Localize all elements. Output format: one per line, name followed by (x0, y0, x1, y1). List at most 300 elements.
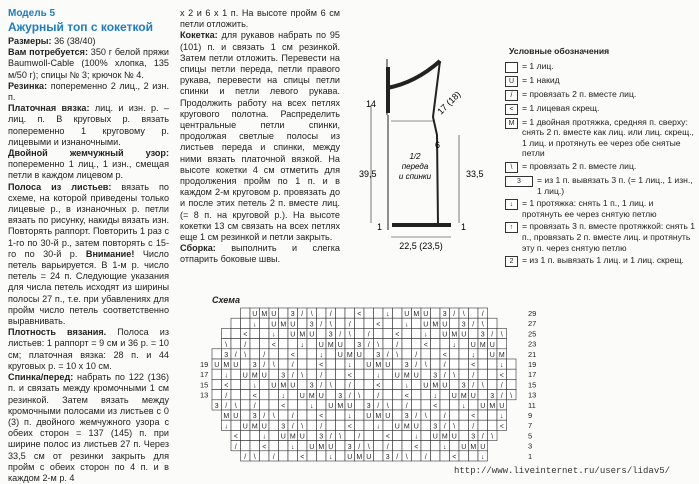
chart-cell (326, 369, 336, 379)
chart-cell (326, 420, 336, 430)
chart-cell (364, 430, 374, 440)
chart-cell (459, 339, 469, 349)
chart-symbol: U (394, 372, 400, 380)
chart-symbol: / (481, 433, 484, 441)
chart-cell (260, 339, 270, 349)
chart-symbol: \ (500, 331, 503, 339)
chart-cell (250, 328, 260, 338)
chart-cell (298, 400, 308, 410)
legend-text: = провязать 2 п. вместе лиц. (522, 88, 637, 99)
chart-cell (241, 359, 251, 369)
chart-symbol: / (263, 352, 266, 359)
chart-symbol: < (442, 352, 447, 359)
chart-cell (383, 379, 393, 389)
chart-symbol: U (423, 311, 429, 319)
chart-cell (260, 400, 270, 410)
chart-symbol: 3 (281, 423, 286, 431)
chart-cell (336, 369, 346, 379)
chart-symbol: ↓ (291, 443, 295, 451)
chart-cell (250, 441, 260, 451)
chart-cell (279, 349, 289, 359)
chart-symbol: U (271, 311, 277, 319)
chart-symbol: 3 (357, 341, 362, 349)
dim-14: 14 (366, 99, 377, 109)
chart-cell (250, 430, 260, 440)
chart-cell (383, 318, 393, 328)
chart-cell (336, 441, 346, 451)
left-row-label: 17 (200, 370, 209, 380)
chart-cell (431, 328, 441, 338)
chart-symbol: U (318, 392, 324, 400)
chart-symbol: M (451, 331, 458, 339)
chart-symbol: U (366, 454, 372, 461)
chart-symbol: U (442, 382, 448, 390)
chart-symbol: M (432, 382, 439, 390)
chart-symbol: < (471, 413, 476, 421)
chart-symbol: M (489, 403, 496, 410)
chart-cell (345, 339, 355, 349)
chart-symbol: U (432, 433, 438, 441)
chart-cell (345, 430, 355, 440)
chart-symbol: ↓ (452, 341, 456, 349)
chart-symbol: M (261, 311, 268, 319)
chart-cell (450, 349, 460, 359)
yoke-paragraph: Кокетка: для рукавов набрать по 95 (101) п. и связать 1 см резинкой. Затем петли отложить. Перевести на спицы петли переда, петли правого рукава, перевести на спицы петли спинки и петли левого рукава. Продолжить работу на всех петлях кругового полотна. Распределить центральные петли спинки, продолжая светлые полосы из листьев переда и спинки, между ними вязать платочной вязкой. На высоте кокетки 4 см отметить для продолжения пройм по 1 п. и в каждом 2-м круговом р. провязать до и после этих петель 2 п. вместе лиц. (= 8 п. на круговой р.). На высоте кокетки 13 см связать на всех петлях еще 1 см резинкой и петли закрыть. (180, 30, 340, 243)
chart-symbol: U (337, 352, 343, 359)
chart-symbol: / (396, 454, 399, 461)
chart-cell (412, 318, 422, 328)
garter-paragraph: Платочная вязка: лиц. и изн. р. – лиц. п. В круговых р. вязать попеременно 1 круговому р. лицевыми и изнаночными. (8, 103, 169, 147)
chart-symbol: / (443, 362, 446, 370)
chart-symbol: < (385, 433, 390, 441)
chart-symbol: M (403, 372, 410, 380)
chart-cell (269, 420, 279, 430)
chart-cell (459, 430, 469, 440)
chart-symbol: / (472, 382, 475, 390)
chart-cell (307, 410, 317, 420)
chart-symbol: ↓ (414, 433, 418, 441)
chart-cell (317, 308, 327, 318)
chart-symbol: U (328, 403, 334, 410)
chart-symbol: 3 (461, 382, 466, 390)
chart-cell (421, 400, 431, 410)
chart-cell (478, 390, 488, 400)
chart-symbol: M (251, 372, 258, 380)
chart-symbol: ↓ (376, 372, 380, 380)
chart-symbol: 3 (376, 352, 381, 359)
chart-symbol: M (327, 341, 334, 349)
chart-symbol: < (414, 443, 419, 451)
chart-symbol: < (347, 372, 352, 380)
chart-symbol: U (413, 372, 419, 380)
chart-symbol: / (348, 392, 351, 400)
chart-symbol: / (291, 413, 294, 421)
chart-cell (298, 441, 308, 451)
chart-symbol: U (337, 341, 343, 349)
chart-symbol: U (309, 443, 315, 451)
chart-cell (326, 359, 336, 369)
chart-symbol: \ (367, 443, 370, 451)
chart-symbol: M (403, 423, 410, 431)
chart-symbol: ↓ (443, 443, 447, 451)
chart-symbol: < (357, 311, 362, 319)
chart-cell (393, 430, 403, 440)
chart-symbol: \ (453, 372, 456, 380)
chart-symbol: 3 (480, 331, 485, 339)
chart-cell (250, 339, 260, 349)
chart-symbol: / (291, 423, 294, 431)
chart-symbol: \ (301, 372, 304, 380)
chart-symbol: \ (225, 341, 228, 349)
chart-cell (459, 451, 469, 461)
chart-cell (478, 410, 488, 420)
legend-title: Условные обозначения (509, 46, 610, 56)
chart-cell (393, 400, 403, 410)
chart-cell (459, 420, 469, 430)
chart-symbol: ↓ (300, 341, 304, 349)
chart-cell (412, 328, 422, 338)
row-number-label: 23 (528, 339, 537, 349)
chart-symbol: U (423, 382, 429, 390)
dim-6: 6 (435, 140, 441, 150)
chart-cell (355, 410, 365, 420)
chart-symbol: U (309, 331, 315, 339)
chart-symbol: ↓ (348, 413, 352, 421)
chart-symbol: ↓ (500, 362, 504, 370)
chart-symbol: ↓ (405, 382, 409, 390)
chart-symbol: / (234, 352, 237, 359)
chart-symbol: U (394, 423, 400, 431)
chart-cell (412, 339, 422, 349)
chart-symbol: / (339, 331, 342, 339)
legend-symbol-icon: ↑ (505, 222, 518, 233)
legend-text: = 1 накид (522, 74, 560, 85)
chart-symbol: 3 (309, 321, 314, 329)
chart-symbol: U (442, 331, 448, 339)
chart-symbol: < (271, 341, 276, 349)
chart-symbol: 3 (490, 392, 495, 400)
chart-cell (421, 420, 431, 430)
chart-cell (374, 430, 384, 440)
chart-symbol: M (470, 443, 477, 451)
chart-cell (298, 379, 308, 389)
chart-cell (355, 359, 365, 369)
chart-symbol: / (348, 382, 351, 390)
chart-symbol: / (329, 433, 332, 441)
chart-cell (231, 379, 241, 389)
chart-symbol: U (214, 362, 220, 370)
legend-text: = 1 двойная протяжка, средняя п. сверху: снять 2 п. вместе как лиц. или лиц. скрещ., 1 лиц. и протянуть ее через обе снятые петли (522, 116, 694, 159)
chart-symbol: 3 (385, 454, 390, 461)
chart-cell (231, 369, 241, 379)
chart-cell (336, 318, 346, 328)
chart-symbol: ↓ (471, 352, 475, 359)
chart-symbol: / (320, 382, 323, 390)
chart-symbol: < (471, 362, 476, 370)
chart-symbol: 3 (338, 392, 343, 400)
chart-cell (440, 451, 450, 461)
chart-symbol: M (223, 413, 230, 421)
chart-symbol: U (347, 454, 353, 461)
chart-symbol: U (233, 362, 239, 370)
chart-symbol: / (263, 362, 266, 370)
chart-symbol: < (290, 352, 295, 359)
chart-cell (355, 400, 365, 410)
chart-symbol: M (223, 362, 230, 370)
chart-cell (355, 379, 365, 389)
dim-1-right: 1 (461, 222, 467, 232)
chart-symbol: 3 (366, 403, 371, 410)
chart-symbol: \ (481, 382, 484, 390)
chart-cell (279, 410, 289, 420)
chart-cell (507, 379, 517, 389)
chart-symbol: ↓ (281, 392, 285, 400)
chart-cell (260, 328, 270, 338)
chart-symbol: / (405, 403, 408, 410)
chart-cell (364, 349, 374, 359)
chart-symbol: U (480, 403, 486, 410)
chart-cell (393, 410, 403, 420)
watermark-url: http://www.liveinternet.ru/users/lidav5/ (454, 466, 671, 476)
chart-cell (307, 349, 317, 359)
chart-symbol: / (500, 382, 503, 390)
row-number-label: 3 (528, 441, 533, 451)
chart-symbol: U (271, 321, 277, 329)
chart-cell (459, 369, 469, 379)
chart-symbol: / (320, 372, 323, 380)
chart-symbol: < (347, 423, 352, 431)
chart-cell (374, 328, 384, 338)
chart-cell (374, 441, 384, 451)
chart-symbol: ↓ (462, 403, 466, 410)
chart-cell (298, 410, 308, 420)
legend-text: = из 1 п. вывязать 1 лиц. и 1 лиц. скрещ. (522, 255, 684, 266)
chart-cell (231, 390, 241, 400)
chart-cell (497, 339, 507, 349)
chart-cell (440, 400, 450, 410)
chart-symbol: / (253, 403, 256, 410)
chart-cell (336, 308, 346, 318)
chart-cell (345, 308, 355, 318)
row-number-label: 1 (528, 451, 533, 461)
chart-cell (469, 328, 479, 338)
back-front-paragraph: Спинка/перед: набрать по 122 (136) п. и связать между кромочными 1 см резинкой. Затем вязать между кромочными полосами из листьев с 0 (3) п. двойного жемчужного узора с обеих сторон = 137 (145) п. при ширине полос из листьев 27 п. Через 33,5 см от резинки закрыть для пройм с обеих сторон по 4 п. и в каждом 2-м р. 4 (8, 372, 169, 483)
chart-cell (469, 451, 479, 461)
chart-cell (488, 318, 498, 328)
chart-symbol: M (280, 321, 287, 329)
chart-cell (383, 328, 393, 338)
chart-symbol: / (500, 392, 503, 400)
chart-cell (307, 359, 317, 369)
chart-symbol: M (289, 433, 296, 441)
chart-symbol: U (385, 362, 391, 370)
chart-symbol: U (261, 372, 267, 380)
chart-cell (269, 349, 279, 359)
row-number-label: 9 (528, 411, 533, 420)
chart-symbol: / (320, 321, 323, 329)
materials-paragraph: Вам потребуется: 350 г белой пряжи Baumwoll-Cable (100% хлопка, 135 м/50 г); спицы № 3; крючок № 4. (8, 47, 169, 80)
dim-1-left: 1 (377, 222, 383, 232)
chart-symbol: / (377, 403, 380, 410)
chart-symbol: / (329, 311, 332, 319)
row-number-label: 25 (528, 329, 537, 339)
chart-symbol: M (251, 423, 258, 431)
dim-22-5: 22,5 (23,5) (399, 241, 443, 251)
chart-cell (212, 349, 222, 359)
chart-symbol: < (499, 372, 504, 380)
chart-cell (307, 451, 317, 461)
label-back: и спинки (398, 172, 432, 181)
rib-paragraph: Резинка: попеременно 2 лиц., 2 изн. п. (8, 80, 169, 103)
chart-cell (326, 410, 336, 420)
chart-symbol: ↓ (329, 454, 333, 461)
chart-cell (336, 379, 346, 389)
chart-cell (317, 328, 327, 338)
chart-cell (421, 390, 431, 400)
chart-symbol: \ (234, 403, 237, 410)
chart-symbol: < (404, 392, 409, 400)
chart-symbol: \ (377, 341, 380, 349)
chart-symbol: ↓ (224, 423, 228, 431)
chart-cell (355, 328, 365, 338)
chart-symbol: U (413, 423, 419, 431)
legend-symbol-icon: ↓ (505, 199, 518, 210)
chart-symbol: ↓ (262, 433, 266, 441)
chart-symbol: U (242, 372, 248, 380)
chart-symbol: / (367, 341, 370, 349)
chart-symbol: / (443, 372, 446, 380)
chart-symbol: ↓ (405, 321, 409, 329)
chart-symbol: M (299, 331, 306, 339)
chart-cell (231, 328, 241, 338)
chart-symbol: M (356, 454, 363, 461)
chart-symbol: < (300, 454, 305, 461)
legend-text: = 1 протяжка: снять 1 п., 1 лиц. и протянуть ее через снятую петлю (522, 198, 657, 219)
sizes-paragraph: Размеры: 36 (38/40) (8, 36, 96, 46)
legend-text: = провязать 2 п. вместе лиц. (522, 160, 637, 171)
chart-symbol: / (472, 423, 475, 431)
chart-symbol: / (481, 311, 484, 319)
row-number-label: 5 (528, 431, 533, 441)
chart-cell (288, 339, 298, 349)
chart-symbol: 3 (252, 413, 257, 421)
chart-symbol: < (376, 382, 381, 390)
chart-cell (307, 339, 317, 349)
chart-symbol: / (415, 413, 418, 421)
chart-symbol: < (281, 403, 286, 410)
chart-symbol: ↓ (253, 321, 257, 329)
chart-cell (250, 349, 260, 359)
chart-symbol: / (443, 413, 446, 421)
chart-symbol: U (318, 341, 324, 349)
model-number: Модель 5 (8, 8, 56, 19)
chart-cell (440, 339, 450, 349)
chart-symbol: ↓ (253, 382, 257, 390)
chart-symbol: 3 (309, 382, 314, 390)
assembly-paragraph: Сборка: выполнить и слегка отпарить боковые швы. (180, 243, 340, 265)
chart-symbol: / (472, 321, 475, 329)
chart-symbol: / (225, 403, 228, 410)
chart-cell (488, 369, 498, 379)
chart-cell (364, 390, 374, 400)
chart-cell (336, 420, 346, 430)
chart-symbol: \ (339, 433, 342, 441)
chart-symbol: U (480, 443, 486, 451)
dim-17: 17 (18) (435, 89, 463, 117)
chart-symbol: U (404, 311, 410, 319)
chart-cell (374, 308, 384, 318)
chart-cell (478, 420, 488, 430)
chart-cell (450, 318, 460, 328)
chart-symbol: U (499, 403, 505, 410)
chart-cell (431, 349, 441, 359)
legend-symbol-icon: \ (505, 162, 518, 173)
chart-symbol: U (233, 413, 239, 421)
label-front: переда (401, 162, 429, 171)
chart-cell (412, 379, 422, 389)
chart-symbol: / (348, 321, 351, 329)
chart-symbol: \ (329, 321, 332, 329)
chart-symbol: / (291, 372, 294, 380)
chart-symbol: / (358, 443, 361, 451)
chart-symbol: \ (244, 352, 247, 359)
chart-symbol: U (356, 352, 362, 359)
chart-cell (298, 349, 308, 359)
chart-symbol: < (499, 423, 504, 431)
chart-symbol: 3 (319, 433, 324, 441)
chart-symbol: / (367, 331, 370, 339)
chart-symbol: 3 (471, 433, 476, 441)
chart-title: Схема (212, 295, 240, 305)
chart-cell (488, 420, 498, 430)
chart-cell (298, 359, 308, 369)
chart-symbol: / (358, 433, 361, 441)
chart-cell (364, 318, 374, 328)
chart-symbol: ↓ (310, 403, 314, 410)
chart-symbol: < (233, 433, 238, 441)
chart-symbol: < (395, 331, 400, 339)
chart-symbol: M (432, 321, 439, 329)
chart-cell (231, 339, 241, 349)
chart-cell (269, 390, 279, 400)
chart-symbol: U (299, 392, 305, 400)
chart-symbol: ↓ (481, 454, 485, 461)
chart-symbol: < (433, 403, 438, 410)
legend-symbol-icon: / (505, 90, 518, 101)
chart-symbol: 3 (404, 362, 409, 370)
chart-symbol: / (225, 392, 228, 400)
chart-cell (402, 430, 412, 440)
chart-symbol: \ (348, 331, 351, 339)
chart-symbol: 3 (290, 311, 295, 319)
chart-symbol: 3 (214, 403, 219, 410)
chart-symbol: U (470, 392, 476, 400)
chart-symbol: / (272, 454, 275, 461)
chart-symbol: M (375, 413, 382, 421)
chart-symbol: / (377, 392, 380, 400)
chart-symbol: U (290, 382, 296, 390)
chart-symbol: U (451, 392, 457, 400)
chart-symbol: \ (358, 392, 361, 400)
chart-cell (279, 451, 289, 461)
chart-symbol: 3 (224, 352, 229, 359)
chart-symbol: < (452, 454, 457, 461)
chart-cell (431, 339, 441, 349)
chart-symbol: M (413, 311, 420, 319)
chart-cell (326, 390, 336, 400)
chart-symbol: \ (462, 311, 465, 319)
chart-cell (431, 410, 441, 420)
